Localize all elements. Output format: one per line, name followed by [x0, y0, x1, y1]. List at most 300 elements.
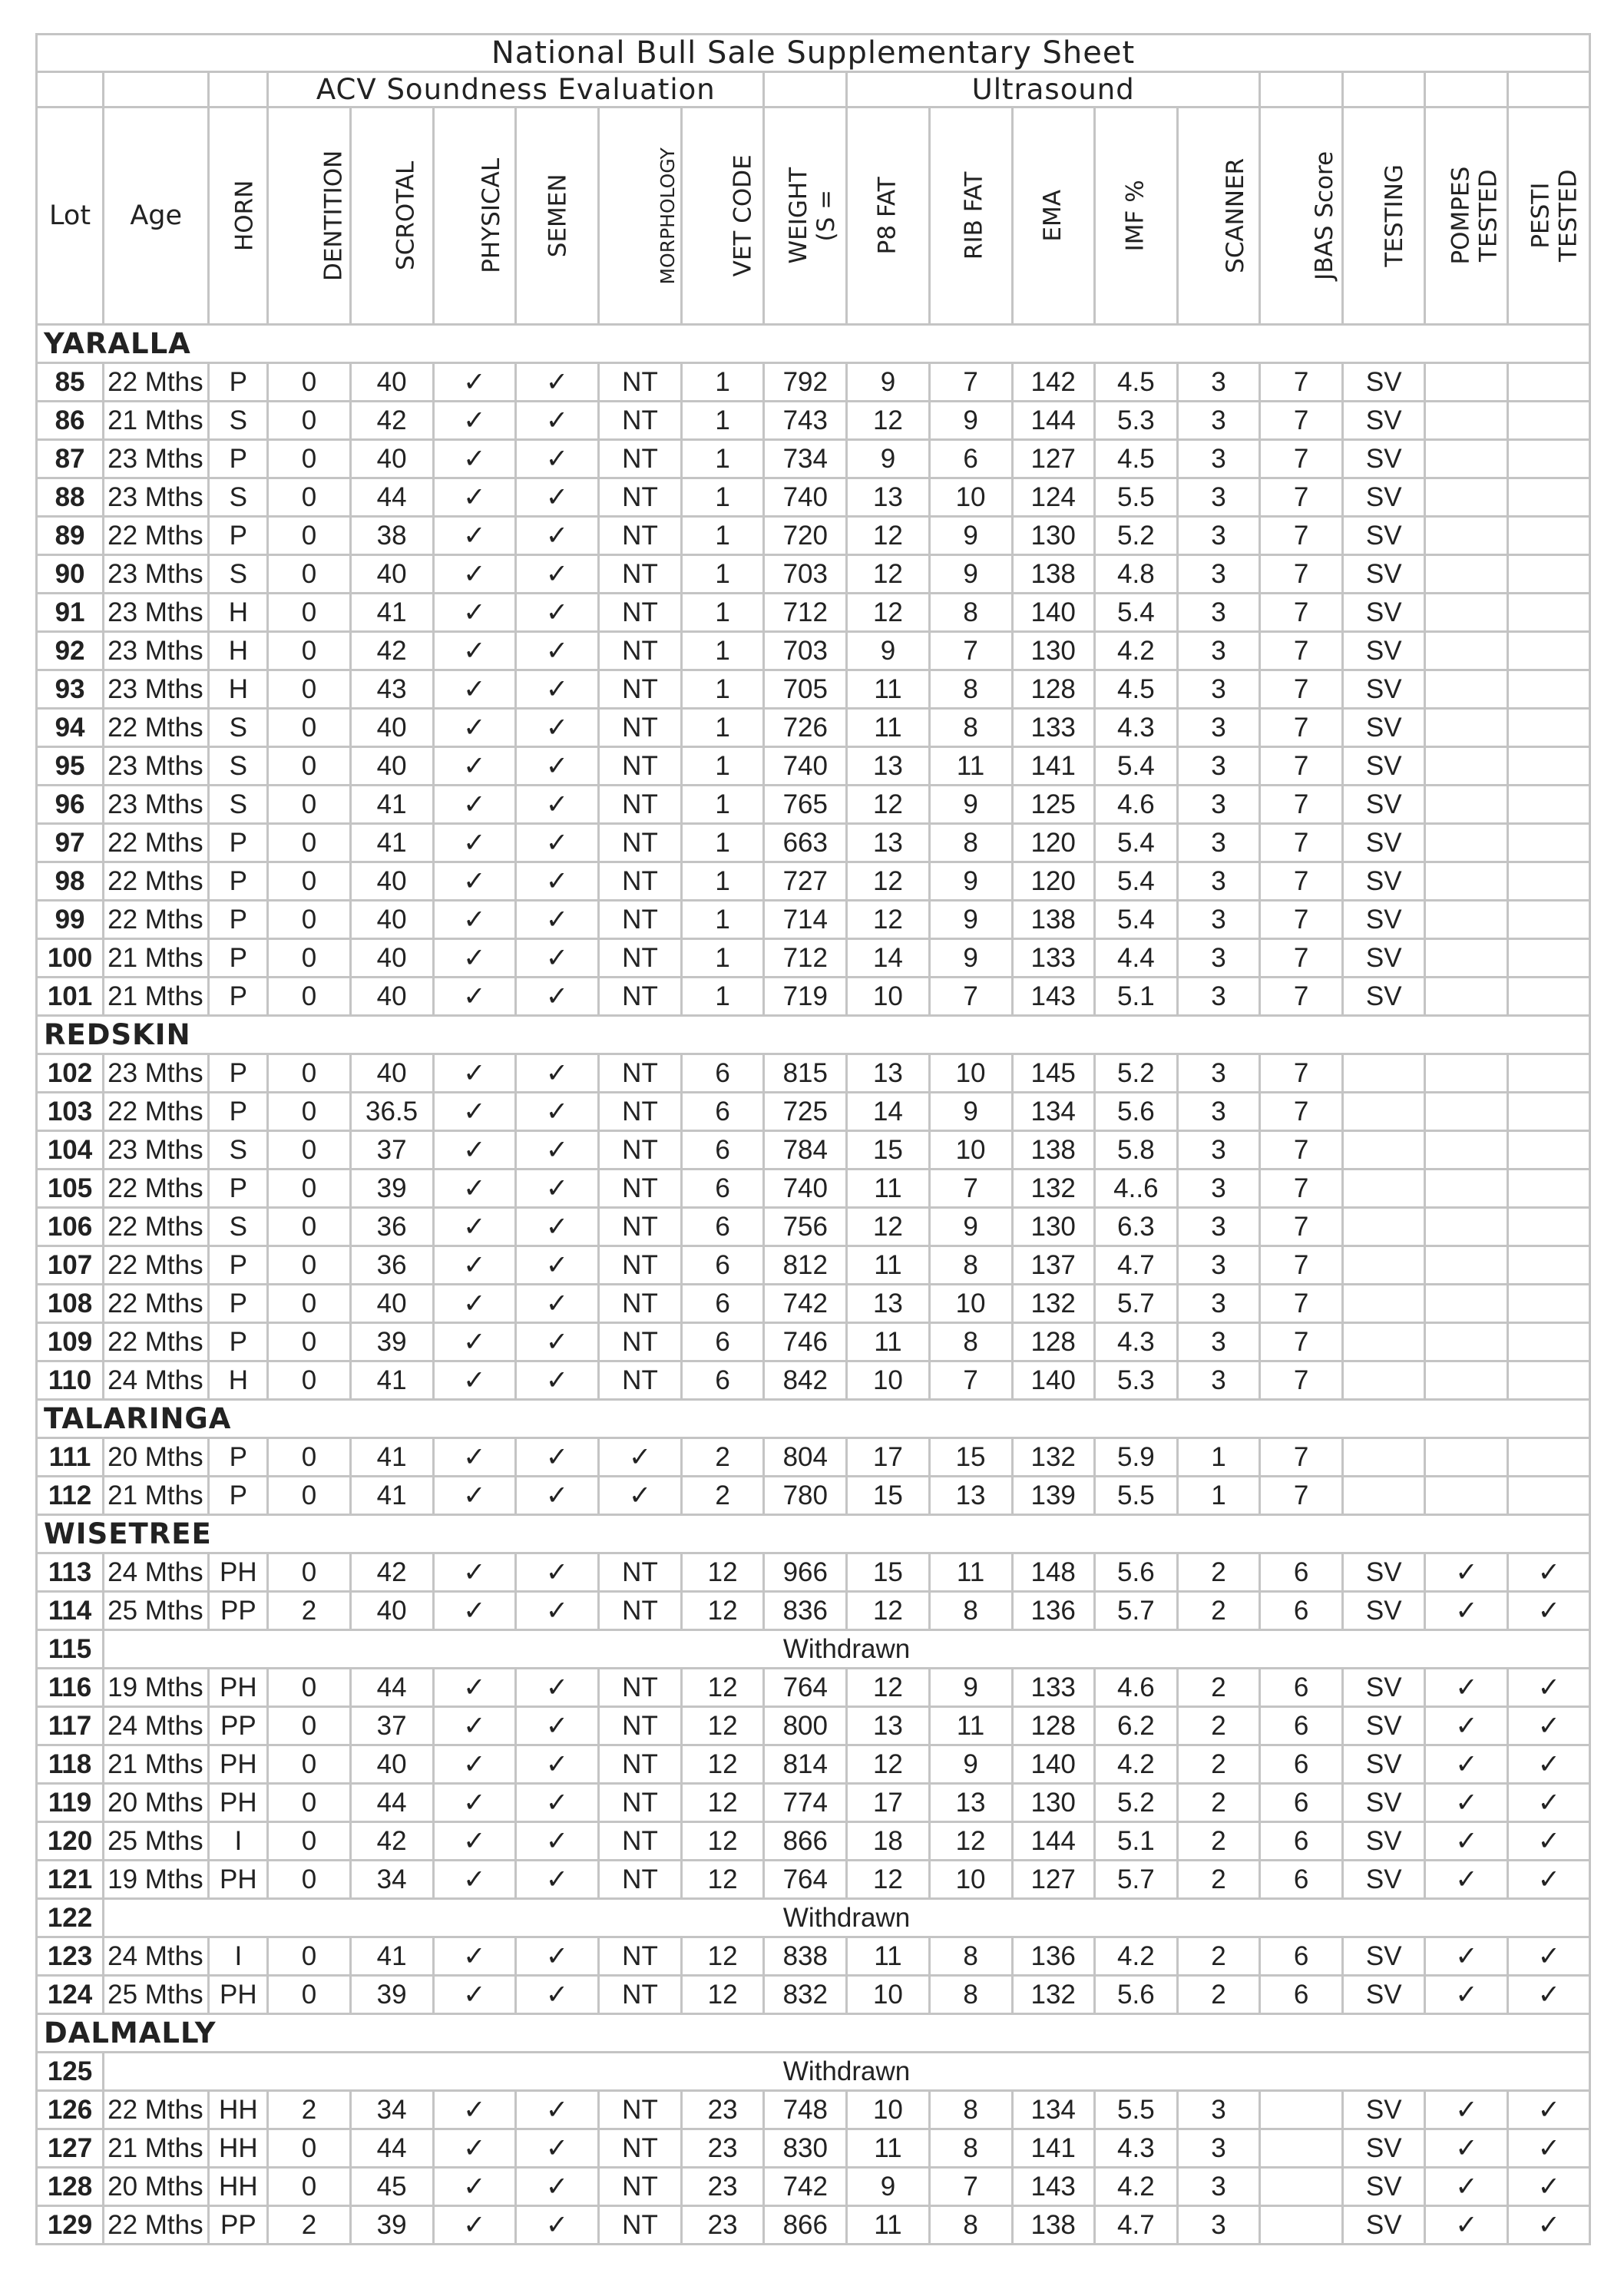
- cell-pesti: ✓: [1508, 1745, 1590, 1784]
- cell-physical: ✓: [433, 632, 515, 670]
- cell-physical: ✓: [433, 1093, 515, 1131]
- cell-testing: SV: [1343, 1553, 1425, 1592]
- cell-weight: 748: [764, 2091, 847, 2129]
- cell-jbas: 7: [1260, 363, 1343, 402]
- cell-dentition: 0: [268, 747, 350, 786]
- cell-scanner: 3: [1177, 1093, 1259, 1131]
- cell-rib: 9: [929, 517, 1012, 555]
- cell-physical: ✓: [433, 402, 515, 440]
- cell-horn: P: [209, 939, 268, 978]
- cell-p8: 11: [847, 2129, 929, 2168]
- cell-scanner: 2: [1177, 1976, 1259, 2014]
- cell-dentition: 2: [268, 2206, 350, 2245]
- cell-weight: 727: [764, 862, 847, 901]
- cell-lot: 92: [37, 632, 104, 670]
- cell-dentition: 0: [268, 786, 350, 824]
- cell-rib: 9: [929, 1745, 1012, 1784]
- cell-testing: [1343, 1361, 1425, 1400]
- cell-scrotal: 37: [350, 1707, 433, 1745]
- cell-pompes: ✓: [1425, 1861, 1508, 1899]
- cell-physical: ✓: [433, 901, 515, 939]
- cell-morphology: NT: [598, 1784, 681, 1822]
- cell-vet: 1: [682, 632, 764, 670]
- cell-ema: 127: [1012, 1861, 1094, 1899]
- cell-age: 22 Mths: [104, 709, 209, 747]
- cell-imf: 4.2: [1094, 1745, 1177, 1784]
- cell-weight: 703: [764, 555, 847, 594]
- cell-testing: SV: [1343, 786, 1425, 824]
- cell-weight: 726: [764, 709, 847, 747]
- cell-lot: 123: [37, 1937, 104, 1976]
- cell-imf: 5.7: [1094, 1285, 1177, 1323]
- cell-morphology: NT: [598, 747, 681, 786]
- cell-ema: 140: [1012, 594, 1094, 632]
- cell-lot: 129: [37, 2206, 104, 2245]
- cell-weight: 705: [764, 670, 847, 709]
- cell-horn: P: [209, 1170, 268, 1208]
- cell-testing: SV: [1343, 517, 1425, 555]
- cell-rib: 13: [929, 1477, 1012, 1515]
- cell-weight: 764: [764, 1861, 847, 1899]
- cell-dentition: 0: [268, 1669, 350, 1707]
- cell-semen: ✓: [515, 402, 598, 440]
- cell-vet: 1: [682, 478, 764, 517]
- cell-pesti: ✓: [1508, 1669, 1590, 1707]
- cell-imf: 5.5: [1094, 1477, 1177, 1515]
- cell-rib: 10: [929, 1131, 1012, 1170]
- table-row: [37, 1937, 1590, 1976]
- table-row: [37, 1745, 1590, 1784]
- cell-horn: P: [209, 901, 268, 939]
- cell-rib: 8: [929, 1937, 1012, 1976]
- cell-imf: 4.2: [1094, 2168, 1177, 2206]
- cell-p8: 10: [847, 978, 929, 1016]
- cell-scrotal: 39: [350, 1976, 433, 2014]
- col-physical: PHYSICAL: [433, 108, 515, 325]
- cell-pompes: [1425, 747, 1508, 786]
- cell-pompes: [1425, 594, 1508, 632]
- cell-scanner: 3: [1177, 978, 1259, 1016]
- cell-testing: SV: [1343, 2168, 1425, 2206]
- cell-lot: 114: [37, 1592, 104, 1630]
- cell-lot: 117: [37, 1707, 104, 1745]
- cell-vet: 1: [682, 363, 764, 402]
- cell-scrotal: 44: [350, 478, 433, 517]
- cell-testing: SV: [1343, 1707, 1425, 1745]
- cell-morphology: NT: [598, 1976, 681, 2014]
- cell-scanner: 3: [1177, 824, 1259, 862]
- cell-pompes: [1425, 670, 1508, 709]
- cell-testing: SV: [1343, 709, 1425, 747]
- cell-semen: ✓: [515, 1937, 598, 1976]
- table-row: [37, 1822, 1590, 1861]
- cell-dentition: 0: [268, 1976, 350, 2014]
- cell-dentition: 0: [268, 1553, 350, 1592]
- cell-imf: 5.7: [1094, 1861, 1177, 1899]
- col-pesti-tested: PESTI TESTED: [1508, 108, 1590, 325]
- cell-dentition: 0: [268, 594, 350, 632]
- cell-weight: 765: [764, 786, 847, 824]
- cell-ema: 137: [1012, 1246, 1094, 1285]
- cell-dentition: 0: [268, 402, 350, 440]
- cell-ema: 138: [1012, 1131, 1094, 1170]
- cell-weight: 966: [764, 1553, 847, 1592]
- cell-dentition: 0: [268, 363, 350, 402]
- cell-pesti: [1508, 1246, 1590, 1285]
- cell-physical: ✓: [433, 2129, 515, 2168]
- cell-jbas: 7: [1260, 1477, 1343, 1515]
- cell-physical: ✓: [433, 978, 515, 1016]
- cell-scanner: 3: [1177, 2206, 1259, 2245]
- cell-lot: 128: [37, 2168, 104, 2206]
- cell-horn: S: [209, 709, 268, 747]
- cell-pompes: [1425, 1438, 1508, 1477]
- table-row: [37, 1208, 1590, 1246]
- cell-horn: H: [209, 1361, 268, 1400]
- cell-imf: 5.1: [1094, 1822, 1177, 1861]
- cell-p8: 12: [847, 1669, 929, 1707]
- cell-scrotal: 40: [350, 862, 433, 901]
- cell-testing: [1343, 1208, 1425, 1246]
- cell-imf: 4.3: [1094, 2129, 1177, 2168]
- cell-morphology: NT: [598, 1246, 681, 1285]
- cell-imf: 4.5: [1094, 440, 1177, 478]
- table-row: [37, 939, 1590, 978]
- cell-age: 21 Mths: [104, 939, 209, 978]
- cell-pesti: ✓: [1508, 1861, 1590, 1899]
- cell-physical: ✓: [433, 1937, 515, 1976]
- cell-jbas: [1260, 2168, 1343, 2206]
- cell-pompes: [1425, 939, 1508, 978]
- cell-physical: ✓: [433, 709, 515, 747]
- cell-rib: 11: [929, 1553, 1012, 1592]
- cell-horn: S: [209, 786, 268, 824]
- cell-p8: 12: [847, 1592, 929, 1630]
- cell-lot: 107: [37, 1246, 104, 1285]
- cell-pesti: ✓: [1508, 1707, 1590, 1745]
- cell-jbas: 6: [1260, 1976, 1343, 2014]
- table-row: [37, 1669, 1590, 1707]
- cell-lot: 98: [37, 862, 104, 901]
- cell-pompes: [1425, 517, 1508, 555]
- cell-jbas: 7: [1260, 440, 1343, 478]
- cell-dentition: 0: [268, 478, 350, 517]
- cell-horn: P: [209, 862, 268, 901]
- cell-dentition: 0: [268, 440, 350, 478]
- cell-weight: 756: [764, 1208, 847, 1246]
- cell-weight: 866: [764, 2206, 847, 2245]
- cell-vet: 1: [682, 978, 764, 1016]
- cell-pompes: [1425, 901, 1508, 939]
- cell-vet: 6: [682, 1131, 764, 1170]
- cell-pesti: [1508, 1054, 1590, 1093]
- cell-scrotal: 40: [350, 978, 433, 1016]
- cell-pompes: [1425, 1361, 1508, 1400]
- table-row: [37, 1323, 1590, 1361]
- cell-imf: 5.3: [1094, 1361, 1177, 1400]
- cell-dentition: 0: [268, 2168, 350, 2206]
- cell-semen: ✓: [515, 824, 598, 862]
- cell-semen: ✓: [515, 478, 598, 517]
- cell-testing: SV: [1343, 1937, 1425, 1976]
- cell-morphology: NT: [598, 824, 681, 862]
- cell-ema: 133: [1012, 1669, 1094, 1707]
- cell-vet: 1: [682, 594, 764, 632]
- cell-imf: 5.2: [1094, 1054, 1177, 1093]
- cell-semen: ✓: [515, 939, 598, 978]
- cell-morphology: NT: [598, 1937, 681, 1976]
- cell-scanner: 1: [1177, 1438, 1259, 1477]
- cell-dentition: 0: [268, 670, 350, 709]
- cell-lot: 89: [37, 517, 104, 555]
- cell-dentition: 0: [268, 709, 350, 747]
- cell-morphology: NT: [598, 517, 681, 555]
- cell-semen: ✓: [515, 1784, 598, 1822]
- cell-lot: 109: [37, 1323, 104, 1361]
- cell-p8: 12: [847, 786, 929, 824]
- cell-jbas: 6: [1260, 1592, 1343, 1630]
- cell-scrotal: 41: [350, 1477, 433, 1515]
- cell-testing: [1343, 1054, 1425, 1093]
- cell-physical: ✓: [433, 594, 515, 632]
- cell-weight: 815: [764, 1054, 847, 1093]
- cell-imf: 6.2: [1094, 1707, 1177, 1745]
- cell-ema: 140: [1012, 1361, 1094, 1400]
- cell-rib: 7: [929, 363, 1012, 402]
- cell-dentition: 0: [268, 1323, 350, 1361]
- cell-scrotal: 40: [350, 747, 433, 786]
- cell-testing: SV: [1343, 824, 1425, 862]
- cell-imf: 4.2: [1094, 1937, 1177, 1976]
- cell-rib: 8: [929, 2129, 1012, 2168]
- table-row: [37, 440, 1590, 478]
- cell-scanner: 3: [1177, 440, 1259, 478]
- cell-lot: 108: [37, 1285, 104, 1323]
- cell-age: 24 Mths: [104, 1361, 209, 1400]
- cell-scrotal: 40: [350, 1745, 433, 1784]
- cell-vet: 1: [682, 786, 764, 824]
- cell-horn: P: [209, 1477, 268, 1515]
- cell-rib: 9: [929, 939, 1012, 978]
- cell-morphology: NT: [598, 1745, 681, 1784]
- cell-p8: 11: [847, 709, 929, 747]
- cell-semen: ✓: [515, 2206, 598, 2245]
- table-row: [37, 2091, 1590, 2129]
- cell-semen: ✓: [515, 2168, 598, 2206]
- cell-pompes: ✓: [1425, 1784, 1508, 1822]
- cell-weight: 830: [764, 2129, 847, 2168]
- cell-p8: 11: [847, 670, 929, 709]
- cell-weight: 712: [764, 594, 847, 632]
- cell-scrotal: 36: [350, 1208, 433, 1246]
- cell-pesti: [1508, 939, 1590, 978]
- cell-vet: 1: [682, 747, 764, 786]
- cell-pesti: ✓: [1508, 2129, 1590, 2168]
- cell-morphology: ✓: [598, 1477, 681, 1515]
- table-row: [37, 1707, 1590, 1745]
- cell-horn: PH: [209, 1669, 268, 1707]
- cell-physical: ✓: [433, 1553, 515, 1592]
- cell-ema: 128: [1012, 1707, 1094, 1745]
- cell-horn: P: [209, 1323, 268, 1361]
- cell-jbas: 7: [1260, 824, 1343, 862]
- cell-age: 24 Mths: [104, 1937, 209, 1976]
- cell-scrotal: 40: [350, 555, 433, 594]
- cell-pompes: [1425, 824, 1508, 862]
- cell-jbas: 7: [1260, 978, 1343, 1016]
- cell-morphology: NT: [598, 2206, 681, 2245]
- cell-age: 22 Mths: [104, 517, 209, 555]
- cell-semen: ✓: [515, 1285, 598, 1323]
- cell-ema: 130: [1012, 1784, 1094, 1822]
- cell-lot: 87: [37, 440, 104, 478]
- cell-physical: ✓: [433, 2091, 515, 2129]
- cell-horn: PP: [209, 1592, 268, 1630]
- cell-morphology: NT: [598, 939, 681, 978]
- cell-ema: 132: [1012, 1170, 1094, 1208]
- cell-scrotal: 36.5: [350, 1093, 433, 1131]
- cell-scrotal: 40: [350, 939, 433, 978]
- cell-ema: 132: [1012, 1976, 1094, 2014]
- cell-horn: S: [209, 1131, 268, 1170]
- cell-lot: 120: [37, 1822, 104, 1861]
- cell-testing: SV: [1343, 478, 1425, 517]
- cell-scrotal: 40: [350, 709, 433, 747]
- cell-jbas: 7: [1260, 1323, 1343, 1361]
- cell-scrotal: 40: [350, 1054, 433, 1093]
- cell-pompes: ✓: [1425, 1707, 1508, 1745]
- cell-weight: 784: [764, 1131, 847, 1170]
- cell-ema: 138: [1012, 555, 1094, 594]
- cell-morphology: NT: [598, 786, 681, 824]
- cell-scrotal: 38: [350, 517, 433, 555]
- cell-semen: ✓: [515, 363, 598, 402]
- cell-vet: 6: [682, 1093, 764, 1131]
- cell-vet: 12: [682, 1784, 764, 1822]
- cell-vet: 6: [682, 1170, 764, 1208]
- cell-vet: 12: [682, 1937, 764, 1976]
- table-row: [37, 1093, 1590, 1131]
- cell-p8: 17: [847, 1784, 929, 1822]
- cell-testing: [1343, 1131, 1425, 1170]
- cell-rib: 8: [929, 709, 1012, 747]
- cell-imf: 4.5: [1094, 670, 1177, 709]
- cell-pompes: [1425, 1323, 1508, 1361]
- cell-rib: 9: [929, 862, 1012, 901]
- table-row: [37, 594, 1590, 632]
- cell-jbas: 7: [1260, 632, 1343, 670]
- cell-lot: 116: [37, 1669, 104, 1707]
- cell-horn: H: [209, 594, 268, 632]
- cell-imf: 4.3: [1094, 709, 1177, 747]
- cell-semen: ✓: [515, 1246, 598, 1285]
- cell-rib: 9: [929, 1093, 1012, 1131]
- cell-testing: SV: [1343, 2129, 1425, 2168]
- cell-rib: 8: [929, 594, 1012, 632]
- cell-pesti: [1508, 1093, 1590, 1131]
- cell-scrotal: 39: [350, 1170, 433, 1208]
- cell-pesti: [1508, 747, 1590, 786]
- cell-pesti: [1508, 1438, 1590, 1477]
- cell-semen: ✓: [515, 440, 598, 478]
- table-row: [37, 2168, 1590, 2206]
- cell-dentition: 0: [268, 1054, 350, 1093]
- cell-horn: PP: [209, 1707, 268, 1745]
- cell-semen: ✓: [515, 632, 598, 670]
- cell-jbas: 7: [1260, 1285, 1343, 1323]
- cell-pompes: ✓: [1425, 1822, 1508, 1861]
- cell-morphology: NT: [598, 1170, 681, 1208]
- cell-horn: I: [209, 1822, 268, 1861]
- cell-jbas: 7: [1260, 709, 1343, 747]
- cell-scanner: 3: [1177, 2129, 1259, 2168]
- cell-pesti: [1508, 1285, 1590, 1323]
- cell-p8: 12: [847, 594, 929, 632]
- cell-jbas: 6: [1260, 1745, 1343, 1784]
- cell-pesti: [1508, 594, 1590, 632]
- cell-weight: 712: [764, 939, 847, 978]
- col-pompes-tested: POMPES TESTED: [1425, 108, 1508, 325]
- cell-vet: 23: [682, 2091, 764, 2129]
- cell-vet: 12: [682, 1669, 764, 1707]
- cell-pesti: [1508, 901, 1590, 939]
- cell-scanner: 2: [1177, 1553, 1259, 1592]
- cell-weight: 832: [764, 1976, 847, 2014]
- cell-physical: ✓: [433, 555, 515, 594]
- table-row: [37, 786, 1590, 824]
- cell-p8: 11: [847, 2206, 929, 2245]
- cell-morphology: NT: [598, 1131, 681, 1170]
- cell-p8: 10: [847, 2091, 929, 2129]
- cell-p8: 12: [847, 1745, 929, 1784]
- cell-vet: 2: [682, 1477, 764, 1515]
- cell-scanner: 3: [1177, 747, 1259, 786]
- cell-semen: ✓: [515, 1208, 598, 1246]
- cell-physical: ✓: [433, 1592, 515, 1630]
- cell-dentition: 0: [268, 939, 350, 978]
- cell-dentition: 2: [268, 2091, 350, 2129]
- cell-dentition: 0: [268, 1438, 350, 1477]
- cell-rib: 9: [929, 1208, 1012, 1246]
- cell-dentition: 0: [268, 2129, 350, 2168]
- cell-age: 21 Mths: [104, 1477, 209, 1515]
- col-lot: Lot: [37, 108, 104, 325]
- cell-vet: 2: [682, 1438, 764, 1477]
- cell-ema: 143: [1012, 978, 1094, 1016]
- cell-testing: SV: [1343, 670, 1425, 709]
- cell-pesti: [1508, 862, 1590, 901]
- cell-rib: 8: [929, 1323, 1012, 1361]
- cell-scrotal: 41: [350, 824, 433, 862]
- cell-lot: 125: [37, 2053, 104, 2091]
- cell-age: 23 Mths: [104, 555, 209, 594]
- col-scanner: SCANNER: [1177, 108, 1259, 325]
- cell-lot: 88: [37, 478, 104, 517]
- cell-morphology: NT: [598, 1669, 681, 1707]
- cell-pompes: ✓: [1425, 2168, 1508, 2206]
- cell-semen: ✓: [515, 786, 598, 824]
- cell-scanner: 2: [1177, 1937, 1259, 1976]
- cell-imf: 5.5: [1094, 2091, 1177, 2129]
- cell-p8: 14: [847, 939, 929, 978]
- cell-testing: SV: [1343, 402, 1425, 440]
- table-row: [37, 632, 1590, 670]
- cell-ema: 133: [1012, 939, 1094, 978]
- cell-scrotal: 44: [350, 1784, 433, 1822]
- section-header: DALMALLY: [37, 2014, 1590, 2053]
- cell-weight: 814: [764, 1745, 847, 1784]
- cell-lot: 95: [37, 747, 104, 786]
